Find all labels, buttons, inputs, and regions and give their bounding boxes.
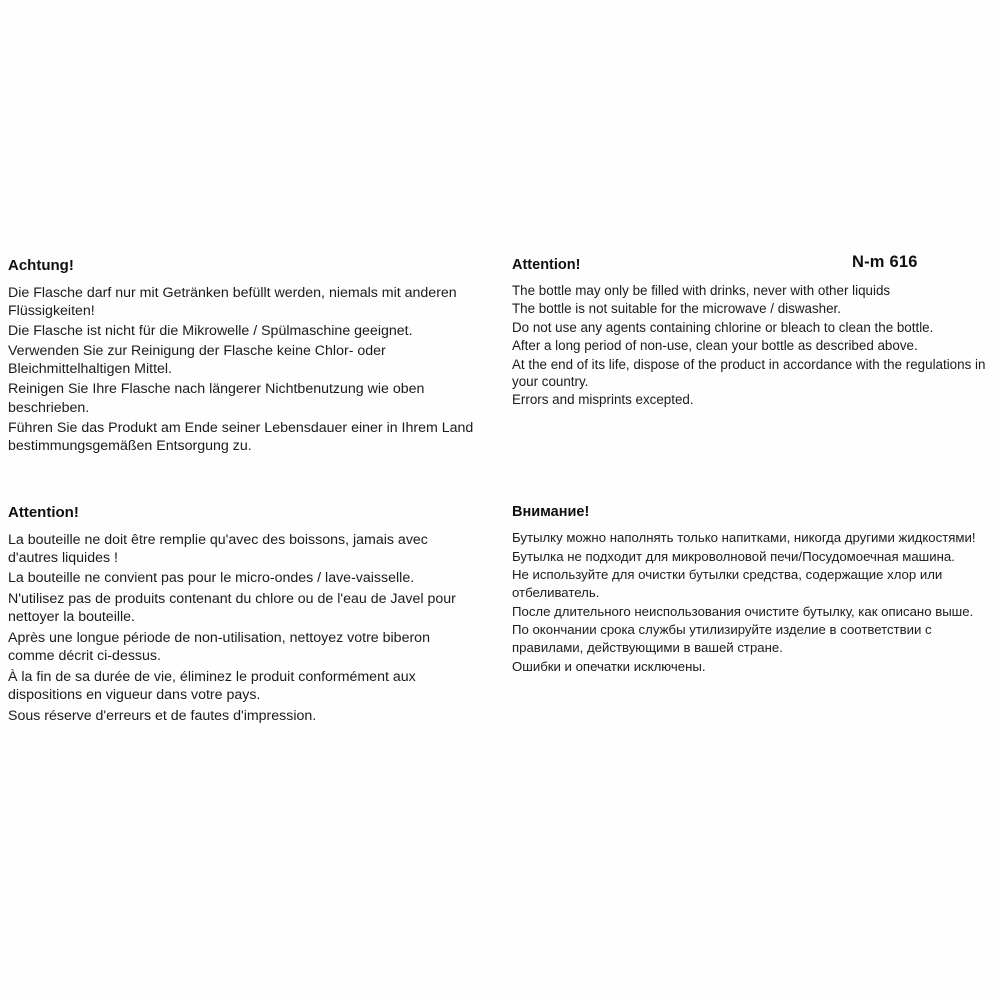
warning-line: At the end of its life, dispose of the product in accordance with the regulations in your country. [512,356,986,390]
warning-line: Errors and misprints excepted. [512,392,694,408]
warning-line: Не используйте для очистки бутылки средства, содержащие хлор или отбеливатель. [512,567,943,600]
warning-line: Verwenden Sie zur Reinigung der Flasche keine Chlor- oder Bleichmittelhaltigen Mittel. [8,343,386,378]
warning-line: After a long period of non-use, clean your bottle as described above. [512,338,918,354]
block-body-german [8,284,478,456]
warning-block-russian [512,505,990,676]
warning-line: À la fin de sa durée de vie, éliminez le produit conformément aux dispositions en vigueur dans votre pays. [8,668,416,704]
warning-line: Sous réserve d'erreurs et de fautes d'impression. [8,707,317,724]
warning-line: N'utilisez pas de produits contenant du chlore ou de l'eau de Javel pour nettoyer la bouteille. [8,590,456,626]
warning-line: Бутылка не подходит для микроволновой печи/Посудомоечная машина. [512,548,955,564]
block-title-french: Attention! [8,504,79,521]
warning-line: Reinigen Sie Ihre Flasche nach längerer Nichtbenutzung wie oben beschrieben. [8,381,425,416]
warning-block-french [8,505,478,727]
warning-line: По окончании срока службы утилизируйте изделие в соответствии с правилами, действующими в вашей стране. [512,622,932,656]
product-code: N-m 616 [852,253,918,271]
warning-block-german [8,258,478,457]
warning-line: После длительного неиспользования очистите бутылку, как описано выше. [512,603,974,619]
warning-line: Führen Sie das Produkt am Ende seiner Lebensdauer einer in Ihrem Land bestimmungsgemäßen Entsorgung zu. [8,419,474,454]
block-body-russian [512,529,990,676]
block-title-german: Achtung! [8,257,74,274]
warning-line: La bouteille ne doit être remplie qu'avec des boissons, jamais avec d'autres liquides ! [8,531,428,566]
warning-line: The bottle may only be filled with drinks, never with other liquids [512,282,891,298]
block-title-english: Attention! [512,257,581,273]
warning-line: Бутылку можно наполнять только напитками, никогда другими жидкостями! [512,529,976,545]
block-title-russian: Внимание! [512,504,590,520]
warning-line: Après une longue période de non-utilisation, nettoyez votre biberon comme décrit ci-dessus. [8,629,430,665]
warning-block-english [512,258,990,410]
warning-line: Ошибки и опечатки исключены. [512,658,706,674]
warning-line: Do not use any agents containing chlorine or bleach to clean the bottle. [512,319,934,335]
warning-line: Die Flasche darf nur mit Getränken befüllt werden, niemals mit anderen Flüssigkeiten! [8,284,457,319]
block-body-english [512,282,990,409]
warning-line: La bouteille ne convient pas pour le micro-ondes / lave-vaisselle. [8,570,415,587]
warning-line: Die Flasche ist nicht für die Mikrowelle / Spülmaschine geeignet. [8,322,413,339]
warning-line: The bottle is not suitable for the microwave / diswasher. [512,301,841,317]
block-body-french [8,531,478,726]
